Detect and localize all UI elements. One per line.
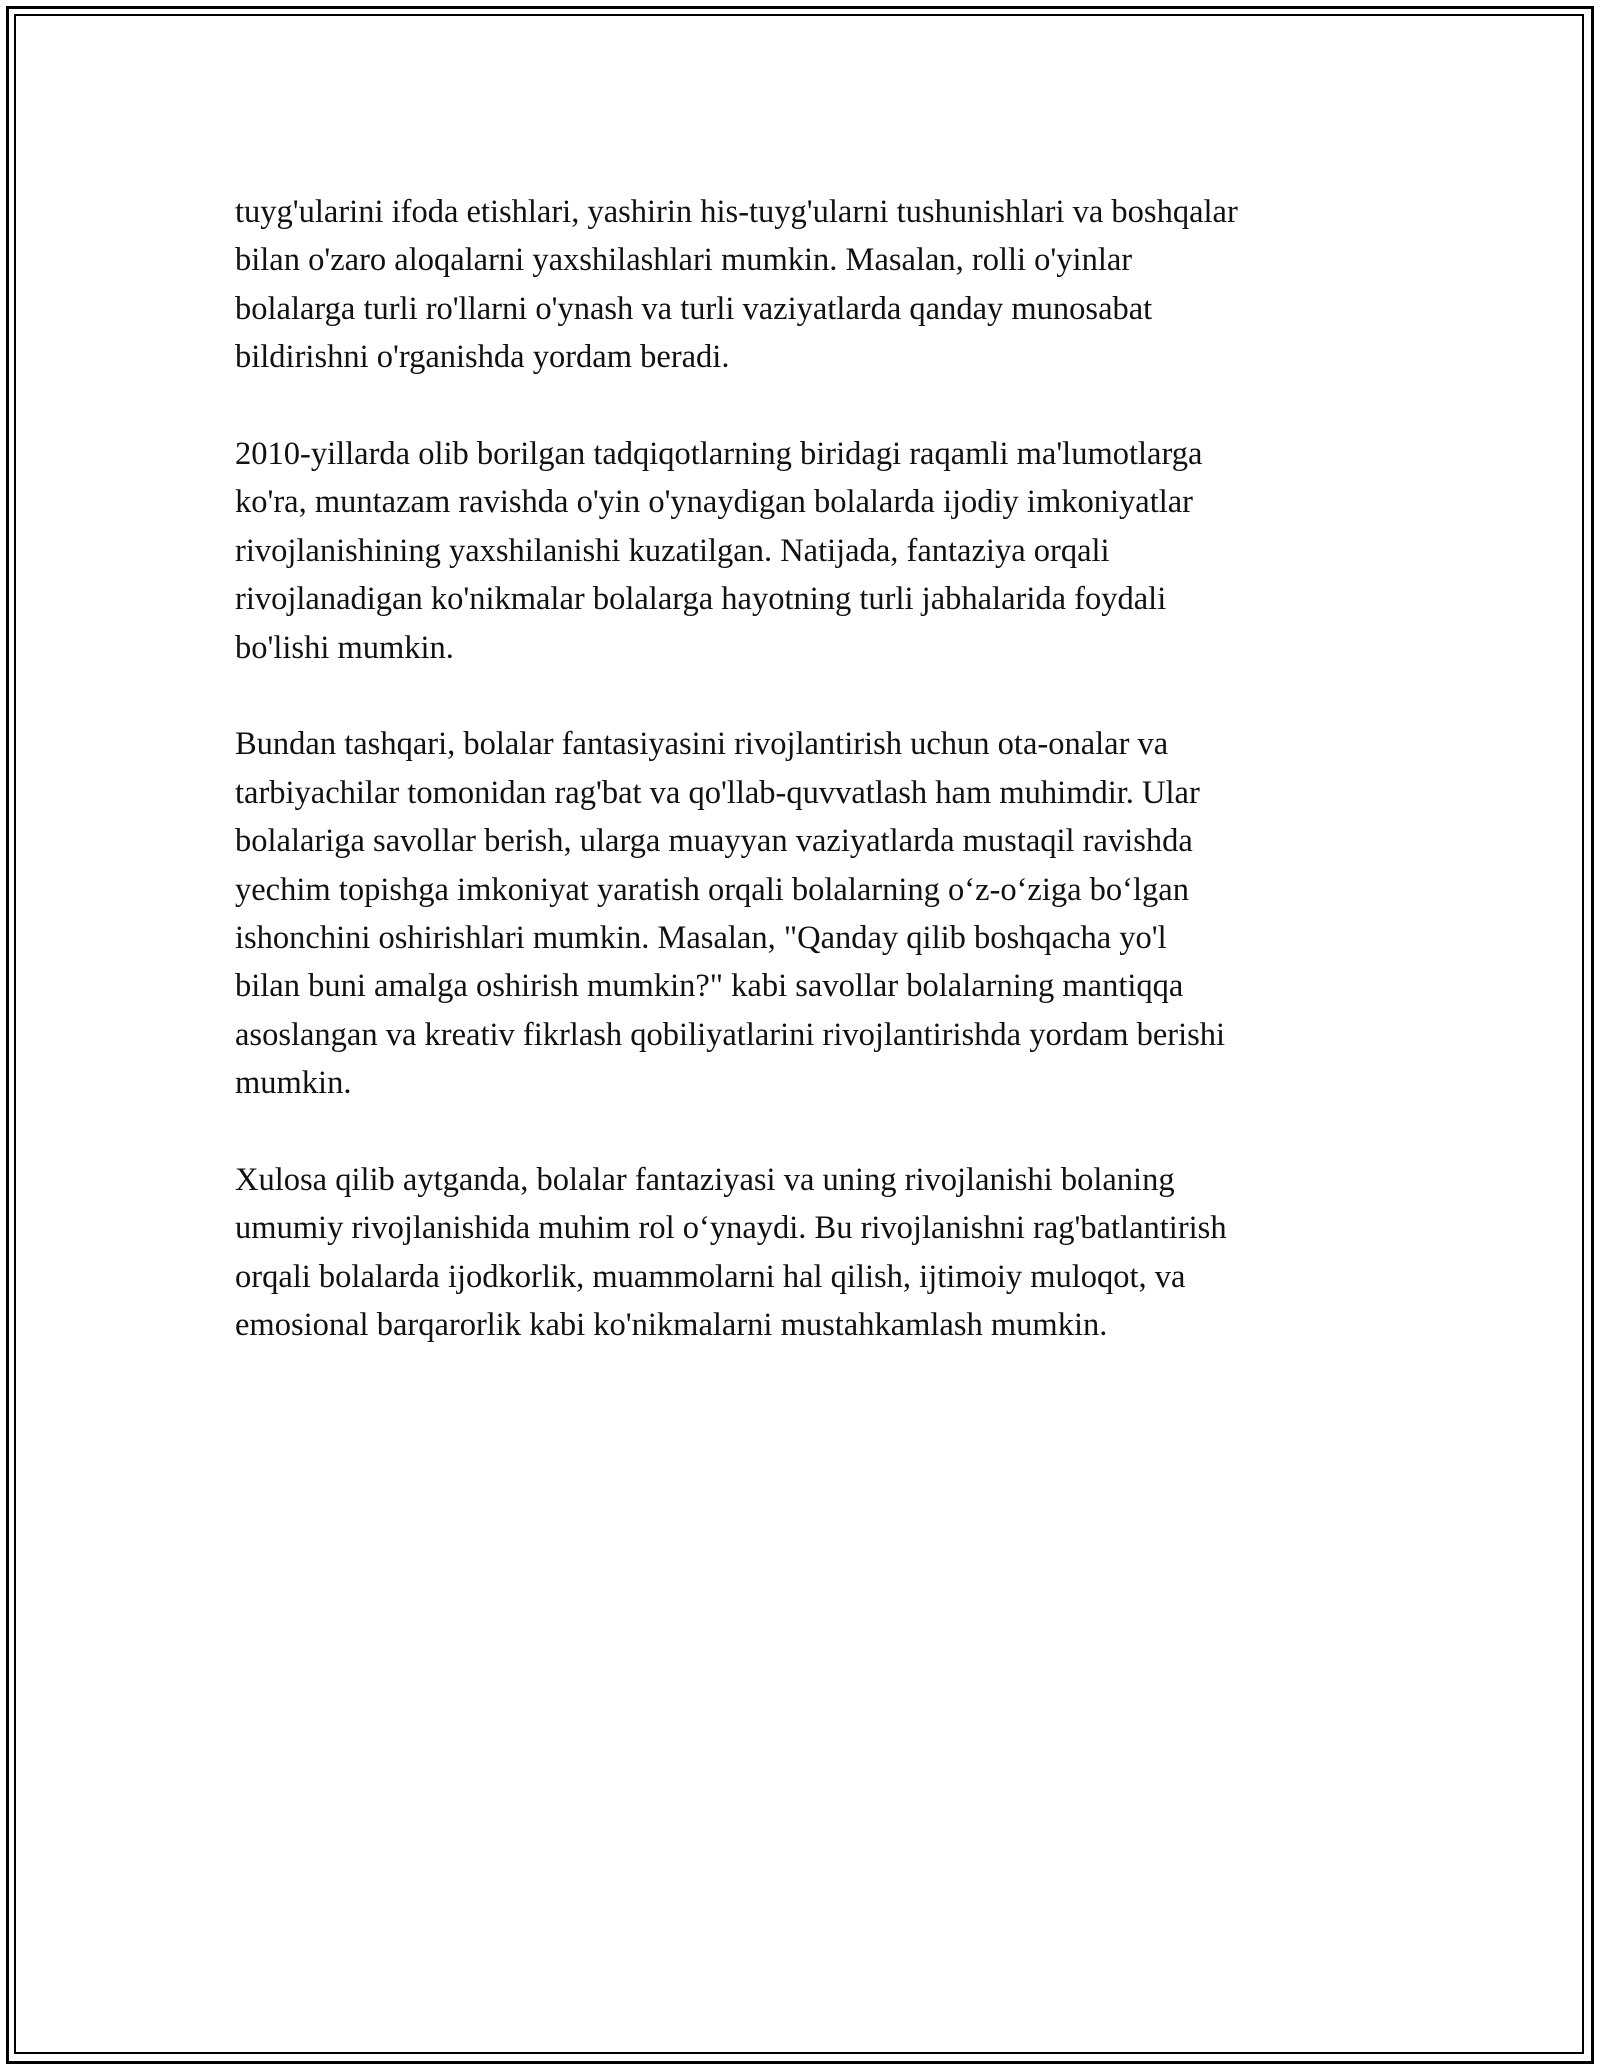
document-body bbox=[235, 188, 1385, 1398]
paragraph-parental-support: Bundan tashqari, bolalar fantasiyasini rivojlantirish uchun ota-onalar va tarbiyachilar tomonidan rag'bat va qo'llab-quvvatlash ham muhimdir. Ular bolalariga savollar berish, ularga muayyan vaziyatlarda mustaqil ravishda yechim topishga imkoniyat yaratish orqali bolalarning o‘z-o‘ziga bo‘lgan ishonchini oshirishlari mumkin. Masalan, "Qanday qilib boshqacha yo'l bilan buni amalga oshirish mumkin?" kabi savollar bolalarning mantiqqa asoslangan va kreativ fikrlash qobiliyatlarini rivojlantirishda yordam berishi mumkin. bbox=[235, 726, 1226, 1102]
paragraph-research-2010: 2010-yillarda olib borilgan tadqiqotlarning biridagi raqamli ma'lumotlarga ko'ra, muntazam ravishda o'yin o'ynaydigan bolalarda ijodiy imkoniyatlar rivojlanishining yaxshilanishi kuzatilgan. Natijada, fantaziya orqali rivojlanadigan ko'nikmalar bolalarga hayotning turli jabhalarida foydali bo'lishi mumkin. bbox=[235, 436, 1203, 666]
paragraph-emotions: tuyg'ularini ifoda etishlari, yashirin his-tuyg'ularni tushunishlari va boshqalar bilan o'zaro aloqalarni yaxshilashlari mumkin. Masalan, rolli o'yinlar bolalarga turli ro'llarni o'ynash va turli vaziyatlarda qanday munosabat bildirishni o'rganishda yordam beradi. bbox=[235, 194, 1238, 376]
paragraph-conclusion: Xulosa qilib aytganda, bolalar fantaziyasi va uning rivojlanishi bolaning umumiy rivojlanishida muhim rol o‘ynaydi. Bu rivojlanishni rag'batlantirish orqali bolalarda ijodkorlik, muammolarni hal qilish, ijtimoiy muloqot, va emosional barqarorlik kabi ko'nikmalarni mustahkamlash mumkin. bbox=[235, 1162, 1227, 1344]
